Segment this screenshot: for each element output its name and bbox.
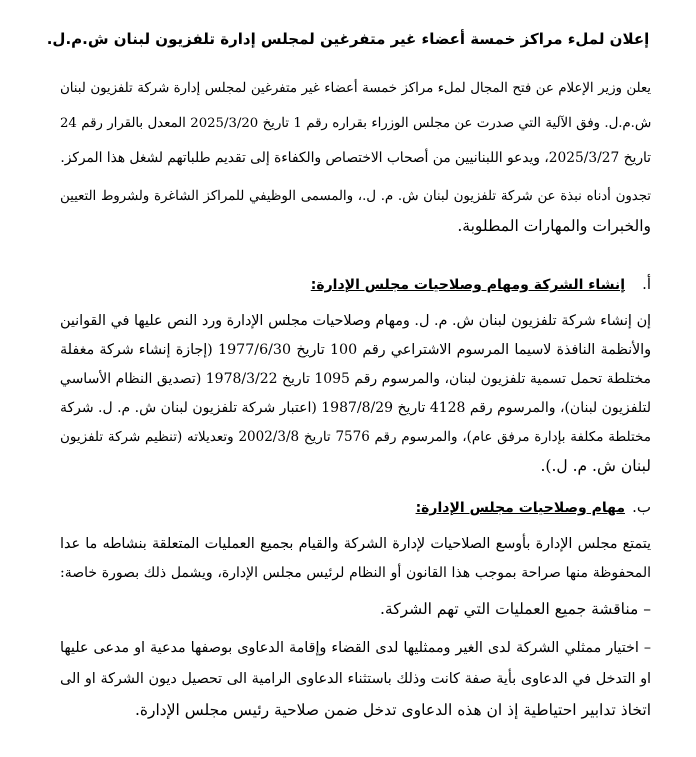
- section-b-marker: ب.: [632, 498, 651, 516]
- section-a-line: مختلطة تحمل تسمية تلفزيون لبنان، والمرسوم رقم 1095 تاريخ 1978/3/22 (تصديق النظام الأساسي: [59, 371, 651, 387]
- document-title: إعلان لملء مراكز خمسة أعضاء غير متفرغين لمجلس إدارة تلفزيون لبنان ش.م.ل.: [46, 30, 650, 48]
- section-a-line: إن إنشاء شركة تلفزيون لبنان ش. م. ل. ومهام وصلاحيات مجلس الإدارة ورد النص عليها في القوانين: [60, 313, 651, 329]
- section-b-line: يتمتع مجلس الإدارة بأوسع الصلاحيات لإدارة الشركة والقيام بجميع العمليات المتعلقة بنشاطه ما عدا: [60, 536, 651, 552]
- section-a-line: والأنظمة النافذة لاسيما المرسوم الاشتراعي رقم 100 تاريخ 1977/6/30 (إجازة إنشاء شركة مغفلة: [60, 342, 652, 358]
- intro-line: ش.م.ل. وفق الآلية التي صدرت عن مجلس الوزراء بقراره رقم 1 تاريخ 2025/3/20 المعدل بالقرار رقم 24: [60, 116, 652, 131]
- overview-line: والخبرات والمهارات المطلوبة.: [457, 217, 651, 235]
- section-a-marker: أ.: [642, 275, 651, 293]
- overview-line: تجدون أدناه نبذة عن شركة تلفزيون لبنان ش. م. ل.، والمسمى الوظيفي للمراكز الشاغرة ولشروط التعيين: [60, 189, 651, 204]
- section-a-heading: [311, 273, 651, 296]
- section-b-bullet: – اختيار ممثلي الشركة لدى الغير وممثليها لدى القضاء وإقامة الدعاوى بوصفها مدعية او مدعى عليها: [60, 640, 651, 656]
- section-b-line: اتخاذ تدابير احتياطية إذ ان هذه الدعاوى تدخل ضمن صلاحية رئيس مجلس الإدارة.: [134, 701, 651, 719]
- section-a-title: إنشاء الشركة ومهام وصلاحيات مجلس الإدارة:: [310, 277, 625, 293]
- section-b-bullet: – مناقشة جميع العمليات التي تهم الشركة.: [379, 600, 651, 618]
- section-a-line: لبنان ش. م. ل.).: [540, 457, 651, 475]
- section-b-title: مهام وصلاحيات مجلس الإدارة:: [415, 500, 625, 516]
- section-a-line: مختلطة مكلفة بإدارة مرفق عام)، والمرسوم رقم 7576 تاريخ 2002/3/8 وتعديلاته (تنظيم شركة تلفزيون: [60, 429, 651, 445]
- section-b-heading: [416, 496, 651, 519]
- intro-line: تاريخ 2025/3/27، ويدعو اللبنانيين من أصحاب الاختصاص والكفاءة إلى تقديم طلباتهم لشغل هذا المركز.: [60, 150, 651, 166]
- section-b-line: او التدخل في الدعاوى بأية صفة كانت وذلك باستثناء الدعاوى الرامية الى تحصيل ديون الشركة او الى: [60, 671, 651, 687]
- intro-line: يعلن وزير الإعلام عن فتح المجال لملء مراكز خمسة أعضاء غير متفرغين لمجلس إدارة شركة تلفزيون لبنان: [60, 81, 651, 96]
- section-a-line: لتلفزيون لبنان)، والمرسوم رقم 4128 تاريخ 1987/8/29 (اعتبار شركة تلفزيون لبنان ش. م. ل. شركة: [59, 400, 651, 416]
- section-b-line: المحفوظة منها صراحة بموجب هذا القانون أو النظام لرئيس مجلس الإدارة، ويشمل ذلك بصورة خاصة:: [60, 565, 651, 581]
